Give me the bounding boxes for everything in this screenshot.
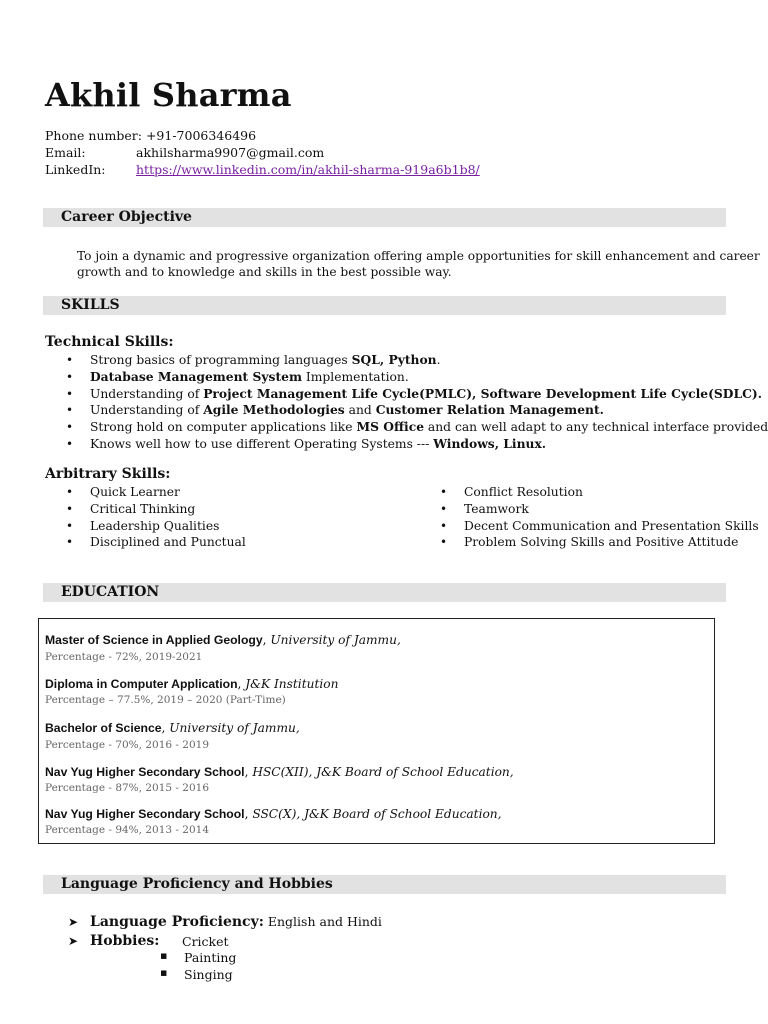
language-proficiency-value: English and Hindi bbox=[267, 914, 382, 929]
career-text-line1: To join a dynamic and progressive organization offering ample opportunities for skill enhancement and career bbox=[77, 249, 760, 263]
technical-skills-list bbox=[45, 352, 768, 453]
arbitrary-skills-heading: Arbitrary Skills: bbox=[45, 466, 171, 482]
education-entry-detail: Percentage – 77.5%, 2019 – 2020 (Part-Time) bbox=[45, 694, 286, 706]
education-title: EDUCATION bbox=[61, 584, 160, 600]
list-item: • Critical Thinking bbox=[45, 501, 246, 518]
phone-value: +91-7006346496 bbox=[145, 128, 257, 143]
hobbies-label: Hobbies: bbox=[90, 933, 160, 949]
list-item: • Strong hold on computer applications like MS Office and can well adapt to any technical interface provided bbox=[45, 419, 768, 436]
education-entry-title: Bachelor of Science, University of Jammu, bbox=[45, 721, 300, 735]
hobby-item: Cricket bbox=[182, 934, 229, 949]
list-item: • Knows well how to use different Operating Systems --- Windows, Linux. bbox=[45, 436, 768, 453]
phone-label: Phone number: bbox=[45, 128, 142, 143]
education-entry-detail: Percentage - 87%, 2015 - 2016 bbox=[45, 782, 210, 794]
list-item: • Conflict Resolution bbox=[440, 484, 759, 501]
education-entry-detail: Percentage - 72%, 2019-2021 bbox=[45, 651, 203, 663]
arbitrary-skills-left-list bbox=[45, 484, 246, 551]
list-item: • Quick Learner bbox=[45, 484, 246, 501]
linkedin-link[interactable]: https://www.linkedin.com/in/akhil-sharma-919a6b1b8/ bbox=[136, 162, 480, 177]
hobby-item: ▪ Painting bbox=[162, 950, 236, 965]
list-item: • Teamwork bbox=[440, 501, 759, 518]
language-proficiency-label: Language Proficiency: bbox=[90, 914, 264, 930]
language-hobbies-header bbox=[43, 875, 726, 894]
education-header bbox=[43, 583, 726, 602]
education-entry-detail: Percentage - 94%, 2013 - 2014 bbox=[45, 824, 210, 836]
skills-header bbox=[43, 296, 726, 315]
list-item: • Database Management System Implementation. bbox=[45, 369, 768, 386]
email-value: akhilsharma9907@gmail.com bbox=[136, 145, 325, 160]
education-entry-title: Diploma in Computer Application, J&K Institution bbox=[45, 677, 339, 691]
arrow-bullet-icon: ➤ bbox=[68, 915, 79, 929]
arbitrary-skills-right-list bbox=[440, 484, 759, 551]
education-entry-title: Master of Science in Applied Geology, University of Jammu, bbox=[45, 633, 401, 647]
list-item: • Strong basics of programming languages SQL, Python. bbox=[45, 352, 768, 369]
list-item: • Understanding of Project Management Life Cycle(PMLC), Software Development Life Cycle(SDLC). bbox=[45, 386, 768, 403]
list-item: • Leadership Qualities bbox=[45, 518, 246, 535]
career-objective-title: Career Objective bbox=[61, 209, 192, 225]
education-box bbox=[38, 618, 715, 844]
career-text-line2: growth and to knowledge and skills in the best possible way. bbox=[77, 265, 452, 279]
technical-skills-heading: Technical Skills: bbox=[45, 334, 174, 350]
language-proficiency-line bbox=[68, 914, 382, 930]
language-hobbies-title: Language Proficiency and Hobbies bbox=[61, 876, 333, 892]
candidate-name: Akhil Sharma bbox=[45, 76, 292, 114]
list-item: • Decent Communication and Presentation Skills bbox=[440, 518, 759, 535]
education-entry-detail: Percentage - 70%, 2016 - 2019 bbox=[45, 739, 210, 751]
list-item: • Problem Solving Skills and Positive Attitude bbox=[440, 534, 759, 551]
linkedin-label: LinkedIn: bbox=[45, 162, 106, 177]
email-label: Email: bbox=[45, 145, 86, 160]
arrow-bullet-icon: ➤ bbox=[68, 934, 79, 948]
hobbies-line bbox=[68, 933, 159, 949]
career-objective-header bbox=[43, 208, 726, 227]
hobby-item: ▪ Singing bbox=[162, 967, 233, 982]
list-item: • Disciplined and Punctual bbox=[45, 534, 246, 551]
phone-line bbox=[45, 127, 256, 144]
education-entry-title: Nav Yug Higher Secondary School, SSC(X), J&K Board of School Education, bbox=[45, 807, 502, 821]
education-entry-title: Nav Yug Higher Secondary School, HSC(XII), J&K Board of School Education, bbox=[45, 765, 514, 779]
list-item: • Understanding of Agile Methodologies and Customer Relation Management. bbox=[45, 402, 768, 419]
skills-title: SKILLS bbox=[61, 297, 120, 313]
